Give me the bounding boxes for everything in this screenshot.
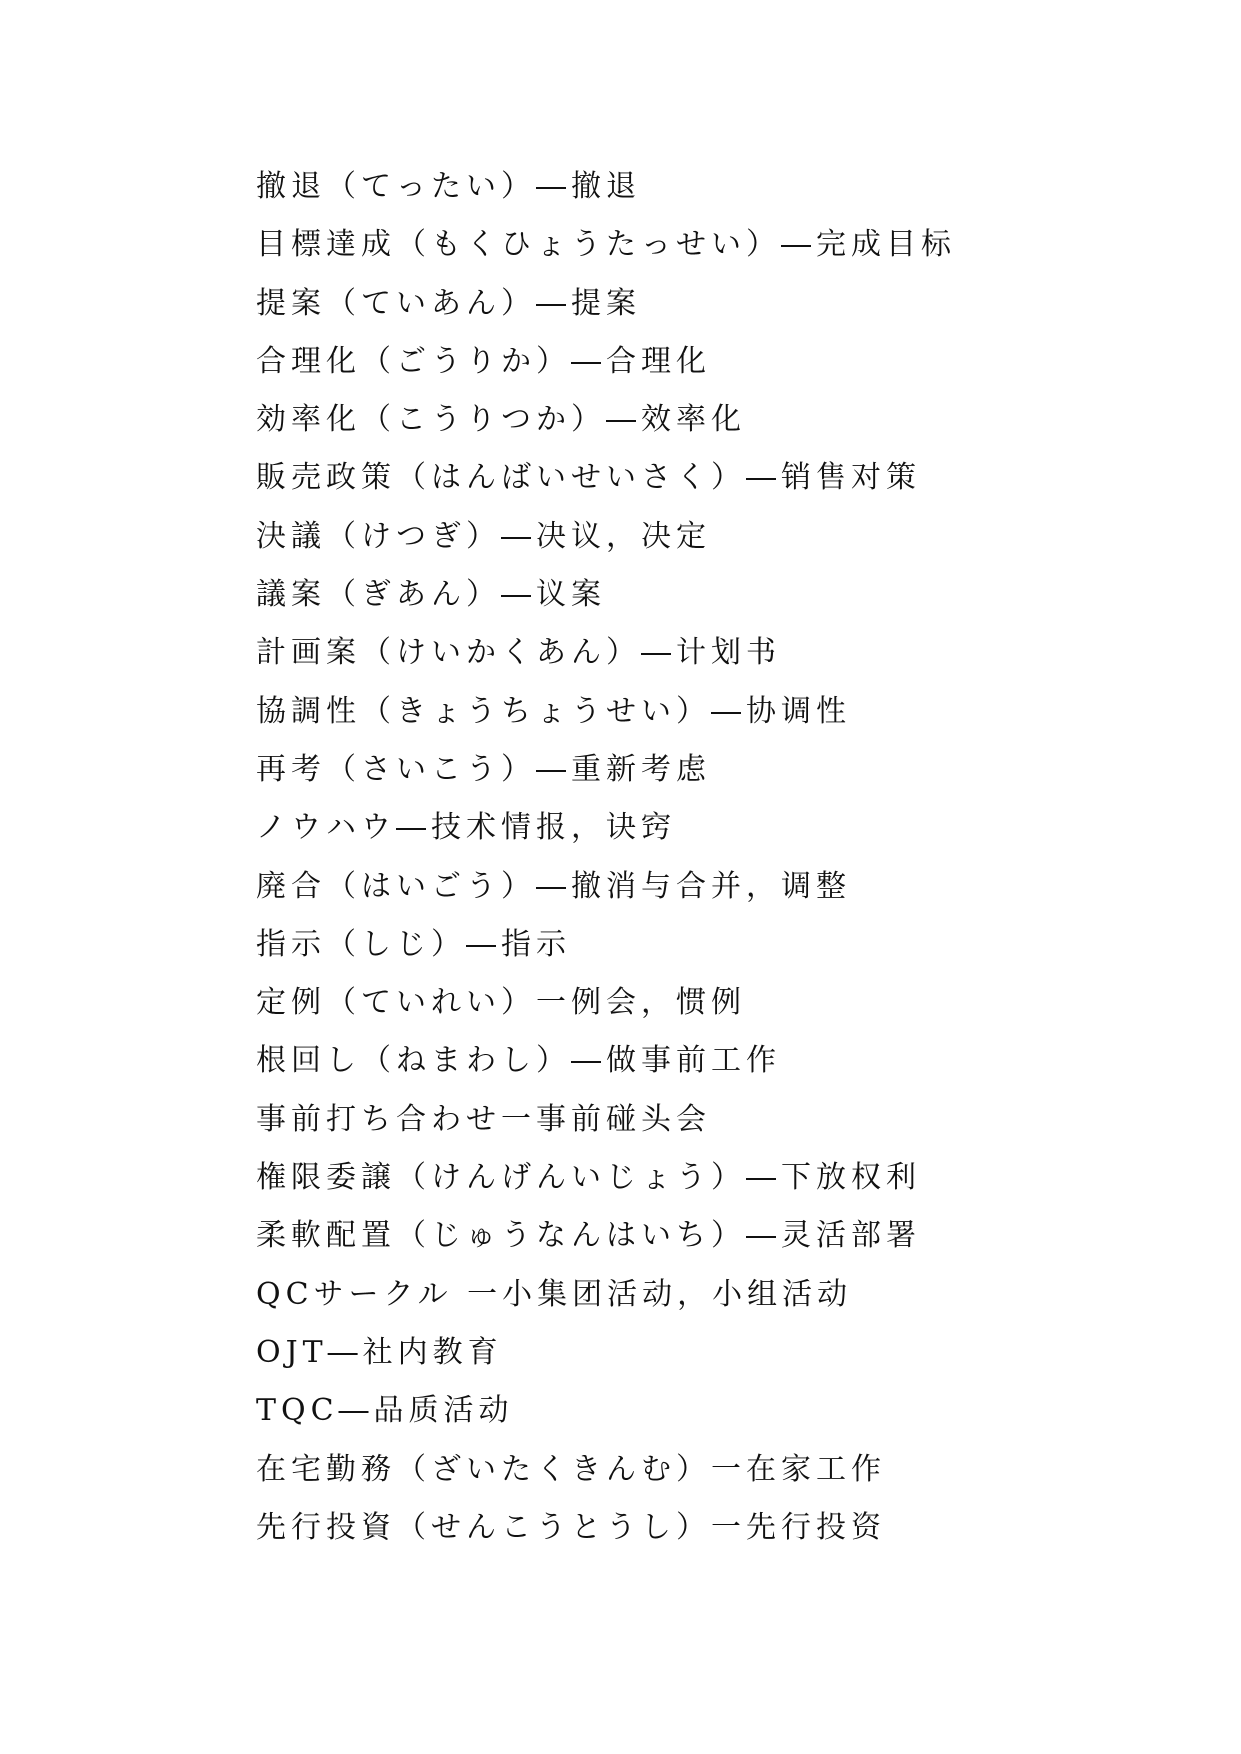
vocabulary-entry: 柔軟配置（じゅうなんはいち）―灵活部署 (256, 1218, 921, 1254)
vocabulary-entry: 廃合（はいごう）―撤消与合并，调整 (256, 868, 851, 904)
vocabulary-entry: 権限委譲（けんげんいじょう）―下放权利 (256, 1160, 921, 1196)
vocabulary-entry: 販売政策（はんばいせいさく）―销售对策 (256, 460, 921, 496)
vocabulary-entry: 合理化（ごうりか）―合理化 (256, 343, 711, 379)
vocabulary-entry: 根回し（ねまわし）―做事前工作 (256, 1043, 781, 1079)
vocabulary-entry: 再考（さいこう）―重新考虑 (256, 751, 711, 787)
vocabulary-entry: 議案（ぎあん）―议案 (256, 577, 606, 613)
vocabulary-entry: 事前打ち合わせ一事前碰头会 (256, 1101, 711, 1137)
vocabulary-entry: 提案（ていあん）―提案 (256, 285, 641, 321)
vocabulary-entry: QCサークル 一小集团活动，小组活动 (256, 1276, 853, 1312)
vocabulary-entry: 在宅勤務（ざいたくきんむ）一在家工作 (256, 1451, 886, 1487)
vocabulary-entry: ノウハウ―技术情报，诀窍 (256, 810, 676, 846)
vocabulary-entry: 目標達成（もくひょうたっせい）―完成目标 (256, 227, 956, 263)
vocabulary-entry: 効率化（こうりつか）―效率化 (256, 402, 746, 438)
vocabulary-entry: 計画案（けいかくあん）―计划书 (256, 635, 781, 671)
vocabulary-entry: 協調性（きょうちょうせい）―协调性 (256, 693, 851, 729)
vocabulary-entry: 指示（しじ）―指示 (256, 926, 571, 962)
vocabulary-entry: 撤退（てったい）―撤退 (256, 169, 641, 204)
vocabulary-entry: 先行投資（せんこうとうし）一先行投资 (256, 1509, 886, 1545)
vocabulary-list (256, 158, 956, 1557)
vocabulary-entry: 定例（ていれい）一例会，惯例 (256, 985, 746, 1021)
vocabulary-entry: TQC―品质活动 (256, 1393, 514, 1429)
vocabulary-entry: OJT―社内教育 (256, 1334, 503, 1370)
vocabulary-entry: 決議（けつぎ）―决议，决定 (256, 518, 711, 554)
